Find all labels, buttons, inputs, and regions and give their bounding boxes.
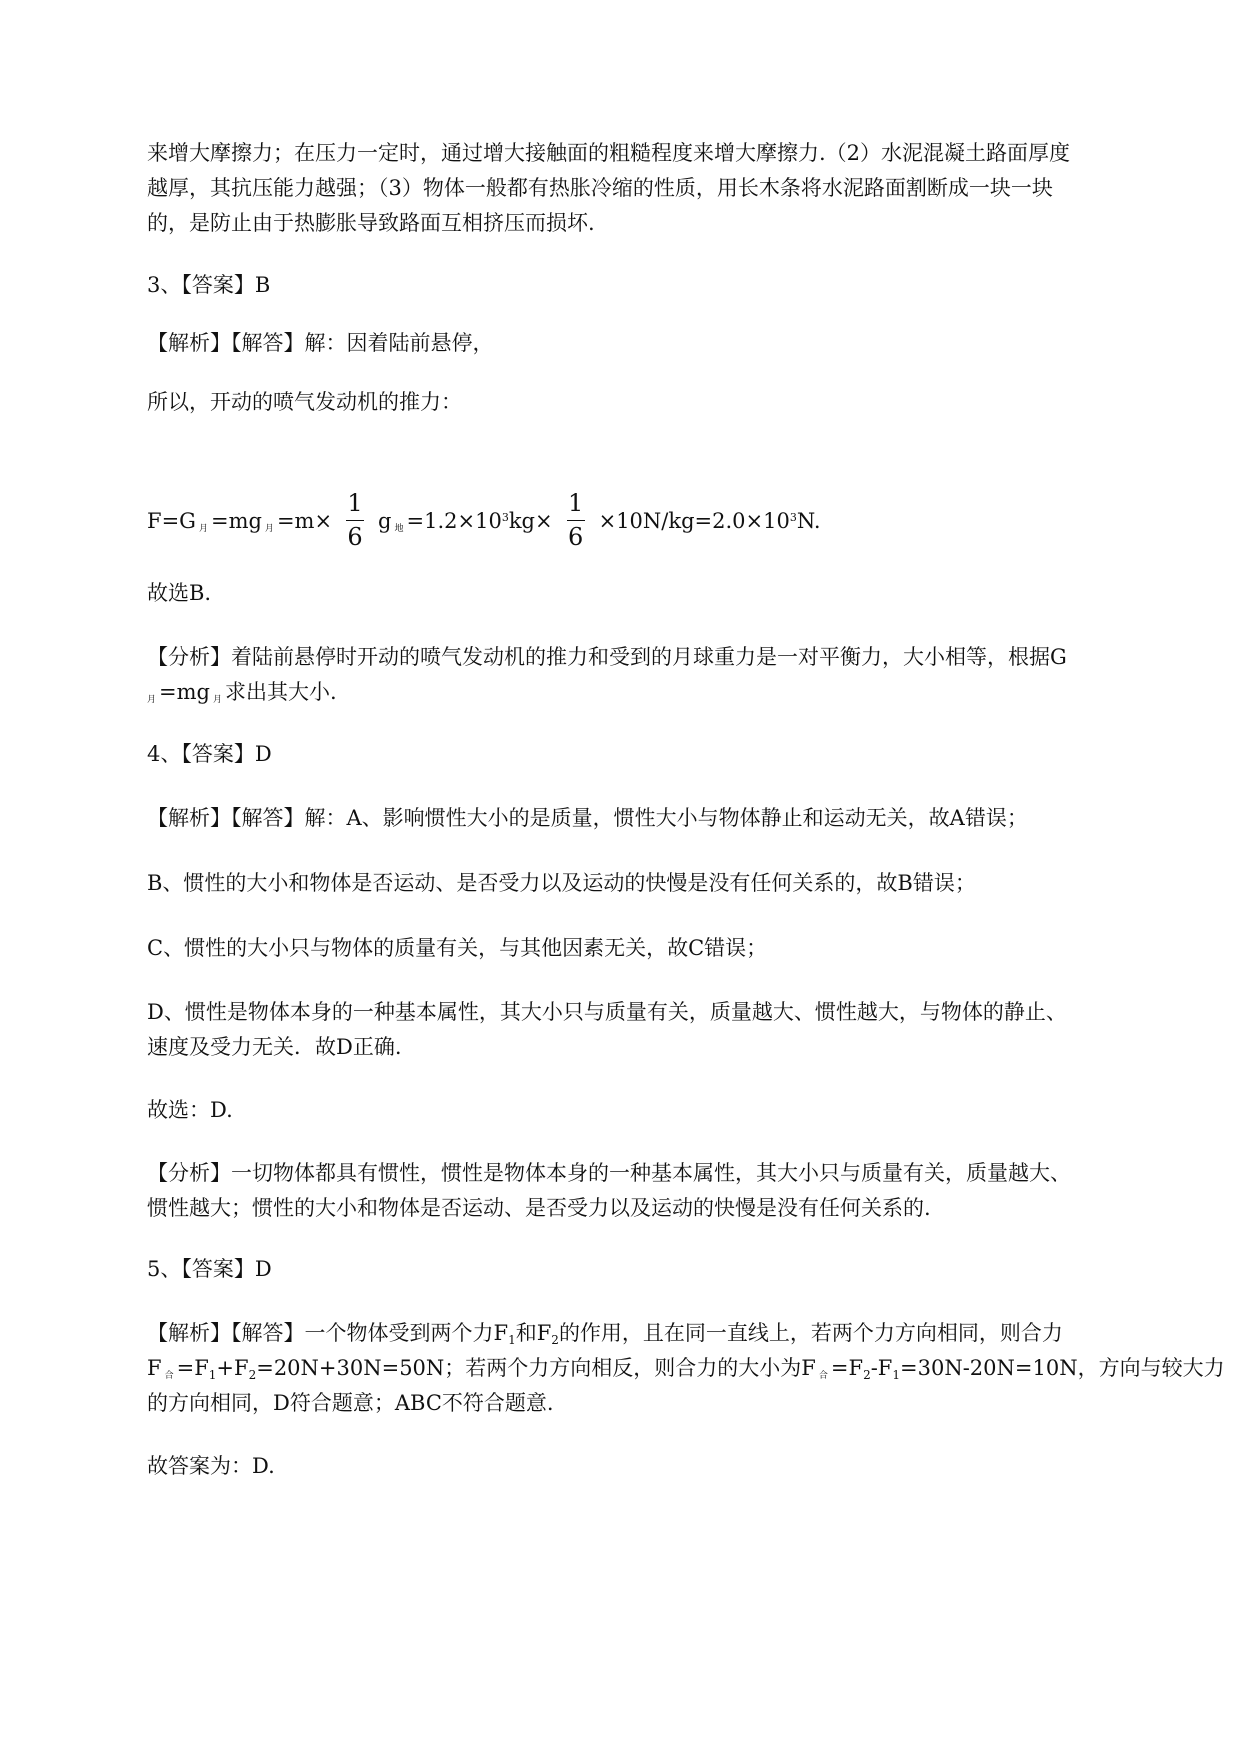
fraction-one-sixth: $\frac{1}{6}$: [567, 489, 584, 551]
fenxi-line: 【分析】着陆前悬停时开动的喷气发动机的推力和受到的月球重力是一对平衡力，大小相等，根据G: [147, 645, 1067, 669]
answer-heading-4: 4、【答案】D: [147, 742, 272, 766]
text-line: 越厚，其抗压能力越强；（3）物体一般都有热胀冷缩的性质，用长木条将水泥路面割断成一块一块: [147, 176, 1053, 200]
analysis-line: F $_合 =F_1+F_2=20N+30N=50N$；若两个力方向相反，则合力的大小为F $_合 =F_2-F_1=30N-20N=10N$，方向与较大力: [147, 1356, 1225, 1382]
text-line: D、惯性是物体本身的一种基本属性，其大小只与质量有关，质量越大、惯性越大，与物体的静止、: [147, 1000, 1067, 1024]
choice-line: 故选：D.: [147, 1098, 233, 1122]
text-line: B、惯性的大小和物体是否运动、是否受力以及运动的快慢是没有任何关系的，故B错误；: [147, 871, 976, 895]
analysis-line: 【解析】【解答】解：A、影响惯性大小的是质量，惯性大小与物体静止和运动无关，故A错误；: [147, 806, 1028, 830]
choice-line: 故答案为：D.: [147, 1454, 275, 1478]
fraction-one-sixth: $\frac{1}{6}$: [347, 489, 363, 551]
text-line: 所以，开动的喷气发动机的推力：: [147, 390, 462, 414]
fenxi-line: 惯性越大；惯性的大小和物体是否运动、是否受力以及运动的快慢是没有任何关系的.: [147, 1196, 931, 1220]
fenxi-line: $_月$ =mg $_月$ 求出其大小.: [147, 680, 337, 705]
choice-line: 故选B.: [147, 581, 212, 605]
thrust-formula: F=G $_月$ =mg $_月$ =m× $\frac{1}{6}$ g $_地 =1.2\times 10^3kg\times$ $\frac{1}{6}$ $\times 10N/kg=2.0\times 10^3N$.: [147, 488, 1147, 554]
answer-heading-5: 5、【答案】D: [147, 1257, 272, 1281]
text-line: 的，是防止由于热膨胀导致路面互相挤压而损坏.: [147, 211, 595, 235]
analysis-line: 【解析】【解答】一个物体受到两个力$F_1$和$F_2$的作用，且在同一直线上，若两个力方向相同，则合力: [147, 1321, 1063, 1347]
answer-heading-3: 3、【答案】B: [147, 273, 271, 297]
analysis-line: 【解析】【解答】解：因着陆前悬停，: [147, 331, 494, 355]
text-line: 来增大摩擦力；在压力一定时，通过增大接触面的粗糙程度来增大摩擦力.（2）水泥混凝土路面厚度: [147, 141, 1071, 165]
analysis-line: 的方向相同，D符合题意；ABC不符合题意.: [147, 1391, 554, 1415]
fenxi-line: 【分析】一切物体都具有惯性，惯性是物体本身的一种基本属性，其大小只与质量有关，质量越大、: [147, 1161, 1071, 1185]
text-line: C、惯性的大小只与物体的质量有关，与其他因素无关，故C错误；: [147, 936, 768, 960]
text-line: 速度及受力无关．故D正确.: [147, 1035, 402, 1059]
